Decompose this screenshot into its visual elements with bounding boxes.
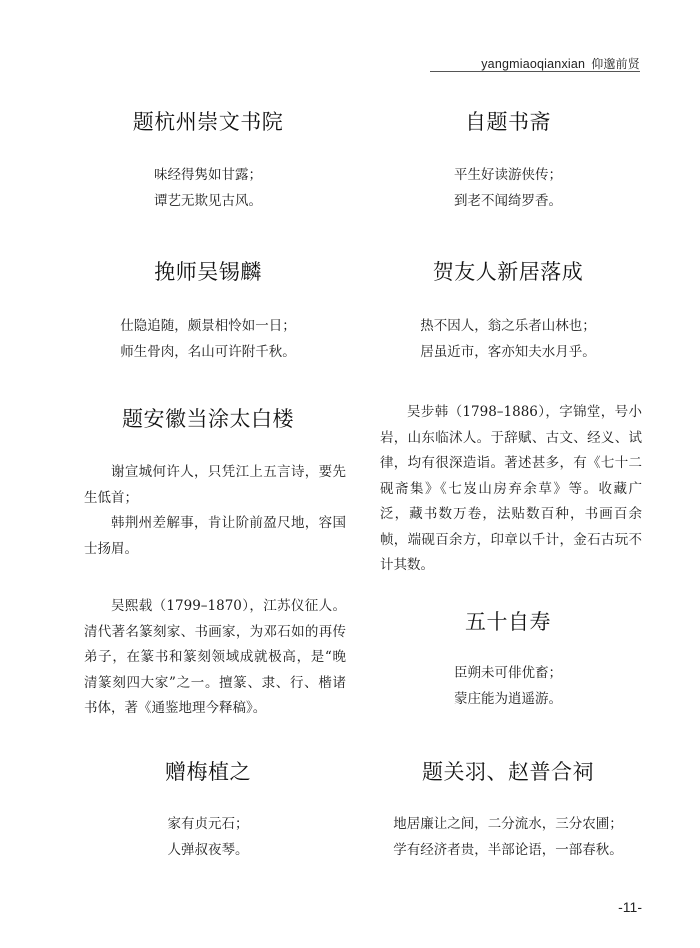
left-couplet-3: [84, 460, 346, 562]
couplet-line: 家有贞元石；: [167, 816, 249, 832]
couplet-line: 到老不闻绮罗香。: [454, 193, 562, 209]
right-couplet-4: [350, 811, 666, 863]
couplet-line: 谭艺无欺见古风。: [154, 193, 262, 209]
couplet-line: 学有经济者贵，半部论语，一部春秋。: [393, 842, 623, 858]
right-title-3: 五十自寿: [465, 610, 551, 634]
right-couplet-3: [358, 660, 658, 712]
couplet-line: 味经得隽如甘露；: [154, 167, 262, 183]
header-label: [481, 55, 640, 72]
right-couplet-2: [358, 313, 658, 365]
running-header: [0, 0, 700, 72]
couplet-line: 谢宣城何许人，只凭江上五言诗，要先生低首；: [84, 464, 346, 506]
couplet-line: 仕隐追随，颇景相怜如一日；: [120, 318, 296, 334]
left-couplet-2: [58, 313, 358, 365]
couplet-line: 韩荆州差解事，肯让阶前盈尺地，容国士扬眉。: [84, 515, 346, 557]
left-couplet-4: [58, 811, 358, 863]
left-title-3: 题安徽当涂太白楼: [122, 407, 294, 431]
header-rule: [430, 71, 640, 72]
bio-text: 吴步韩（1798–1886），字锦堂，号小岩，山东临沭人。于辞赋、古文、经义、试律，均有很深造诣。著述甚多，有《七十二砚斋集》《七岌山房弃余草》等。收藏广泛，藏书数万卷，法贴数百种，书画百余帧，端砚百余方，印章以千计，金石古玩不计其数。: [380, 404, 642, 573]
couplet-line: 居虽近市，客亦知夫水月乎。: [420, 344, 596, 360]
bio-text: 吴熙载（1799–1870），江苏仪征人。清代著名篆刻家、书画家，为邓石如的再传弟子，在篆书和篆刻领域成就极高，是“晚清篆刻四大家”之一。擅篆、隶、行、楷诸书体，著《通鉴地理今释稿》。: [84, 598, 346, 716]
header-chinese: 仰邈前贤: [591, 57, 640, 71]
right-title-4: 题关羽、赵普合祠: [422, 760, 594, 784]
page-number: -11-: [618, 899, 642, 915]
right-title-2: 贺友人新居落成: [432, 260, 584, 284]
couplet-line: 臣朔未可俳优畜；: [454, 665, 562, 681]
couplet-line: 平生好读游侠传；: [454, 167, 562, 183]
left-title-2: 挽师吴锡麟: [154, 260, 262, 284]
right-couplet-1: [358, 162, 658, 214]
couplet-line: 师生骨肉，名山可许附千秋。: [120, 344, 296, 360]
left-bio: [84, 594, 346, 722]
couplet-line: 蒙庄能为逍遥游。: [454, 691, 562, 707]
right-bio: [380, 400, 642, 579]
left-title-4: 赠梅植之: [165, 760, 251, 784]
couplet-line: 地居廉让之间，二分流水，三分农圃；: [393, 816, 623, 832]
header-latin: yangmiaoqianxian: [481, 57, 586, 71]
left-title-1: 题杭州崇文书院: [132, 110, 284, 134]
left-couplet-1: [58, 162, 358, 214]
right-title-1: 自题书斋: [465, 110, 551, 134]
couplet-line: 人弹叔夜琴。: [167, 842, 249, 858]
couplet-line: 热不因人，翁之乐者山林也；: [420, 318, 596, 334]
